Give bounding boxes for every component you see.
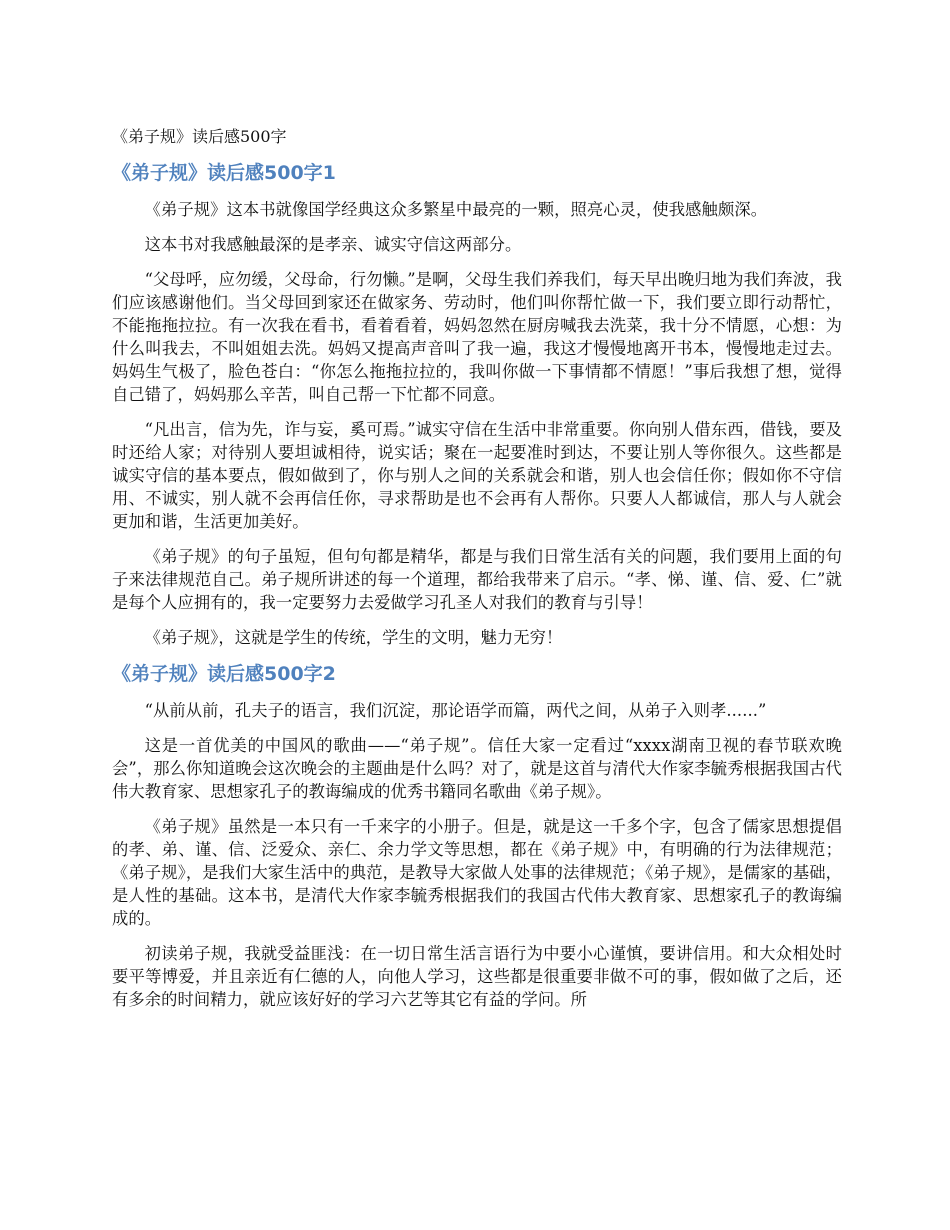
document-title: 《弟子规》读后感500字 — [112, 127, 287, 146]
section-heading-1: 《弟子规》读后感500字1 — [112, 162, 336, 184]
paragraph: “从前从前，孔夫子的语言，我们沉淀，那论语学而篇，两代之间，从弟子入则孝......” — [144, 701, 767, 720]
paragraph: 初读弟子规，我就受益匪浅：在一切日常生活言语行为中要小心谨慎，要讲信用。和大众相处时要平等博爱，并且亲近有仁德的人，向他人学习，这些都是很重要非做不可的事，假如做了之后，还有多余的时间精力，就应该好好的学习六艺等其它有益的学问。所 — [112, 944, 842, 1009]
paragraph: 《弟子规》的句子虽短，但句句都是精华，都是与我们日常生活有关的问题，我们要用上面的句子来法律规范自己。弟子规所讲述的每一个道理，都给我带来了启示。“孝、悌、谨、信、爱、仁”就是每个人应拥有的，我一定要努力去爱做学习孔圣人对我们的教育与引导！ — [112, 547, 842, 612]
paragraph: 这是一首优美的中国风的歌曲——“弟子规”。信任大家一定看过“xxxx湖南卫视的春节联欢晚会”，那么你知道晚会这次晚会的主题曲是什么吗？对了，就是这首与清代大作家李毓秀根据我国古代伟大教育家、思想家孔子的教诲编成的优秀书籍同名歌曲《弟子规》。 — [112, 736, 842, 801]
paragraph: “凡出言，信为先，诈与妄，奚可焉。”诚实守信在生活中非常重要。你向别人借东西，借钱，要及时还给人家；对待别人要坦诚相待，说实话；聚在一起要准时到达，不要让别人等你很久。这些都是诚实守信的基本要点，假如做到了，你与别人之间的关系就会和谐，别人也会信任你；假如你不守信用、不诚实，别人就不会再信任你，寻求帮助是也不会再有人帮你。只要人人都诚信，那人与人就会更加和谐，生活更加美好。 — [112, 420, 842, 531]
document-content — [112, 126, 842, 1023]
paragraph: 这本书对我感触最深的是孝亲、诚实守信这两部分。 — [144, 235, 522, 254]
paragraph: “父母呼，应勿缓，父母命，行勿懒。”是啊，父母生我们养我们，每天早出晚归地为我们奔波，我们应该感谢他们。当父母回到家还在做家务、劳动时，他们叫你帮忙做一下，我们要立即行动帮忙，不能拖拖拉拉。有一次我在看书，看着看着，妈妈忽然在厨房喊我去洗菜，我十分不情愿，心想：为什么叫我去，不叫姐姐去洗。妈妈又提高声音叫了我一遍，我这才慢慢地离开书本，慢慢地走过去。妈妈生气极了，脸色苍白：“你怎么拖拖拉拉的，我叫你做一下事情都不情愿！”事后我想了想，觉得自己错了，妈妈那么辛苦，叫自己帮一下忙都不同意。 — [112, 270, 842, 404]
paragraph: 《弟子规》，这就是学生的传统，学生的文明，魅力无穷！ — [144, 628, 563, 647]
paragraph: 《弟子规》虽然是一本只有一千来字的小册子。但是，就是这一千多个字，包含了儒家思想提倡的孝、弟、谨、信、泛爱众、亲仁、余力学文等思想，都在《弟子规》中，有明确的行为法律规范；《弟子规》，是我们大家生活中的典范，是教导大家做人处事的法律规范；《弟子规》，是儒家的基础，是人性的基础。这本书，是清代大作家李毓秀根据我们的我国古代伟大教育家、思想家孔子的教诲编成的。 — [112, 817, 842, 928]
paragraph: 《弟子规》这本书就像国学经典这众多繁星中最亮的一颗，照亮心灵，使我感触颇深。 — [144, 200, 768, 219]
section-heading-2: 《弟子规》读后感500字2 — [112, 663, 336, 685]
